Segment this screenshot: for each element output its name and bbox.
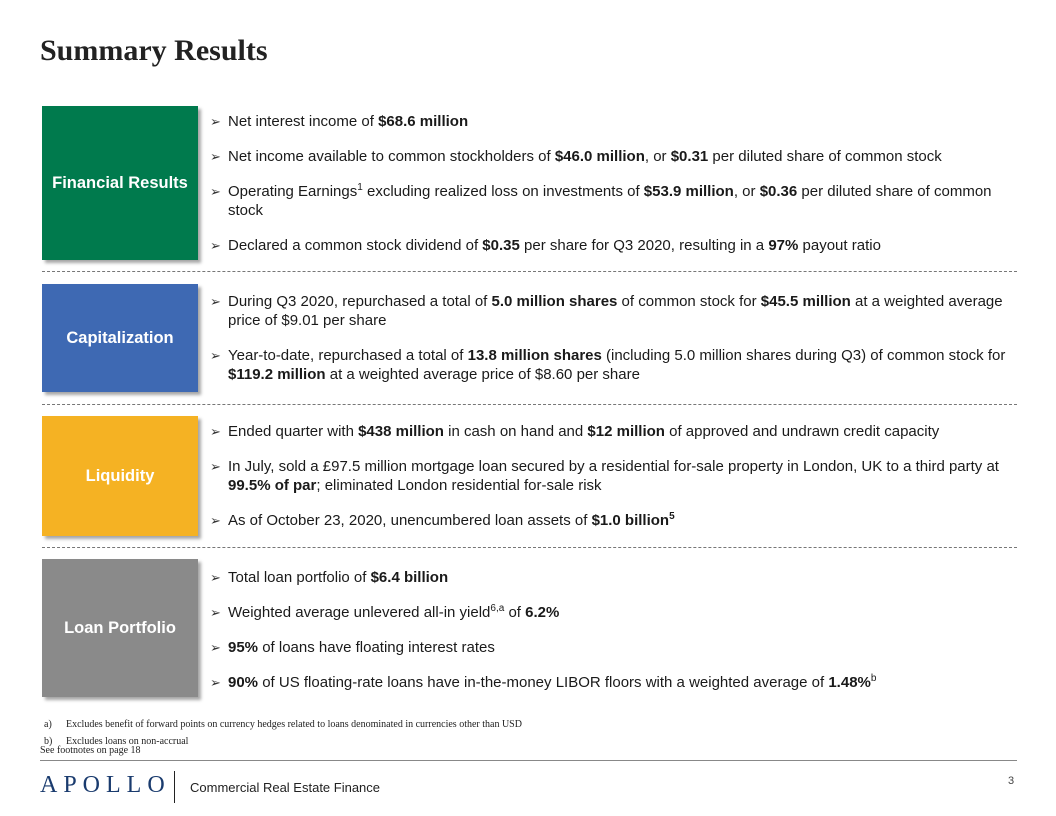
bullet-text: (including 5.0 million shares during Q3) of common stock for <box>601 347 1006 364</box>
section-capitalization <box>42 284 1022 394</box>
arrow-bullet-icon: ➢ <box>210 640 221 655</box>
bullet-text: Year-to-date, repurchased a total of <box>228 347 468 364</box>
section-label-box: Capitalization <box>42 284 198 392</box>
arrow-bullet-icon: ➢ <box>210 184 221 199</box>
bullet-text: 1.48% <box>828 674 871 691</box>
bullet-text: Net interest income of <box>228 113 379 130</box>
bullet-text: , or <box>644 148 671 165</box>
bullet-item <box>210 638 1020 657</box>
bullet-text: During Q3 2020, repurchased a total of <box>228 293 492 310</box>
bullet-text: of <box>504 604 526 621</box>
bullet-text: per diluted share of common stock <box>708 148 942 165</box>
bullet-text: 1 <box>357 182 363 193</box>
footnote-text: Excludes benefit of forward points on currency hedges related to loans denominated in currencies other than USD <box>66 719 522 730</box>
arrow-bullet-icon: ➢ <box>210 294 221 309</box>
bullet-item <box>210 568 1020 587</box>
bullet-text: $0.35 <box>482 237 520 254</box>
bullet-text: $12 million <box>587 423 665 440</box>
bullet-text: of approved and undrawn credit capacity <box>664 423 940 440</box>
section-label-box: Financial Results <box>42 106 198 260</box>
section-liquidity <box>42 416 1022 536</box>
bullet-text: of US floating-rate loans have in-the-money LIBOR floors with a weighted average of <box>258 674 829 691</box>
arrow-bullet-icon: ➢ <box>210 114 221 129</box>
bullet-item <box>210 511 1020 530</box>
bullet-text: Declared a common stock dividend of <box>228 237 483 254</box>
arrow-bullet-icon: ➢ <box>210 605 221 620</box>
section-label-box: Loan Portfolio <box>42 559 198 697</box>
bullet-text: of common stock for <box>617 293 761 310</box>
bullet-text: Total loan portfolio of <box>228 569 371 586</box>
footer-tagline: Commercial Real Estate Finance <box>190 780 381 795</box>
arrow-bullet-icon: ➢ <box>210 238 221 253</box>
bullet-text: ; eliminated London residential for-sale risk <box>316 477 602 494</box>
bullet-text: 6,a <box>490 603 505 614</box>
bullet-item <box>210 422 1020 441</box>
section-divider <box>42 404 1017 405</box>
footer-divider <box>40 760 1017 761</box>
footnote-letter: b) <box>44 736 53 747</box>
bullet-text: $438 million <box>358 423 444 440</box>
bullet-text: 6.2% <box>525 604 560 621</box>
bullet-text: 5 <box>669 511 675 522</box>
arrow-bullet-icon: ➢ <box>210 149 221 164</box>
bullet-text: $0.31 <box>670 148 709 165</box>
bullet-text: $46.0 million <box>554 148 645 165</box>
bullet-item <box>210 603 1020 622</box>
bullet-text: 97% <box>768 237 799 254</box>
bullet-text: 99.5% of par <box>228 477 317 494</box>
section-divider <box>42 547 1017 548</box>
footer-separator <box>174 771 175 803</box>
bullet-item <box>210 182 1020 220</box>
footnote <box>44 716 522 733</box>
bullet-item <box>210 147 1020 166</box>
footnote-letter: a) <box>44 719 52 730</box>
bullet-text: of loans have floating interest rates <box>258 639 495 656</box>
bullet-list <box>210 568 1020 692</box>
bullet-text: Operating Earnings <box>228 183 358 200</box>
see-footnotes-note: See footnotes on page 18 <box>40 745 141 756</box>
bullet-text: As of October 23, 2020, unencumbered loan assets of <box>228 512 592 529</box>
bullet-text: $68.6 million <box>378 113 469 130</box>
bullet-text: Weighted average unlevered all-in yield <box>228 604 491 621</box>
arrow-bullet-icon: ➢ <box>210 675 221 690</box>
bullet-text: at a weighted average price of $9.01 per share <box>228 293 1003 329</box>
bullet-text: $45.5 million <box>760 293 851 310</box>
bullet-text: 5.0 million shares <box>491 293 618 310</box>
bullet-text: payout ratio <box>798 237 881 254</box>
bullet-text: , or <box>733 183 760 200</box>
bullet-text: $0.36 <box>759 183 798 200</box>
bullet-text: 90% <box>228 674 259 691</box>
bullet-text: $53.9 million <box>643 183 734 200</box>
bullet-list <box>210 292 1020 384</box>
bullet-list <box>210 422 1020 530</box>
section-divider <box>42 271 1017 272</box>
bullet-text: at a weighted average price of $8.60 per share <box>325 366 640 383</box>
arrow-bullet-icon: ➢ <box>210 459 221 474</box>
bullet-text: in cash on hand and <box>443 423 588 440</box>
bullet-text: Net income available to common stockholders of <box>228 148 555 165</box>
bullet-item <box>210 236 1020 255</box>
bullet-item <box>210 457 1020 495</box>
section-loan-portfolio <box>42 559 1022 699</box>
page-number: 3 <box>1008 775 1015 787</box>
bullet-item <box>210 346 1020 384</box>
bullet-item <box>210 112 1020 131</box>
arrow-bullet-icon: ➢ <box>210 513 221 528</box>
bullet-item <box>210 673 1020 692</box>
bullet-item <box>210 292 1020 330</box>
bullet-text: $119.2 million <box>228 366 326 383</box>
bullet-text: Ended quarter with <box>228 423 359 440</box>
arrow-bullet-icon: ➢ <box>210 570 221 585</box>
bullet-list <box>210 112 1020 255</box>
bullet-text: 13.8 million shares <box>467 347 602 364</box>
bullet-text: per diluted share of common stock <box>228 183 992 219</box>
bullet-text: $6.4 billion <box>370 569 449 586</box>
bullet-text: In July, sold a £97.5 million mortgage loan secured by a residential for-sale property in London, UK to a third party at <box>228 458 999 475</box>
bullet-text: $1.0 billion <box>591 512 670 529</box>
bullet-text: b <box>870 673 877 684</box>
footnote-text: Excludes loans on non-accrual <box>66 736 189 747</box>
arrow-bullet-icon: ➢ <box>210 348 221 363</box>
arrow-bullet-icon: ➢ <box>210 424 221 439</box>
section-financial-results <box>42 106 1022 262</box>
section-label-box: Liquidity <box>42 416 198 536</box>
bullet-text: per share for Q3 2020, resulting in a <box>519 237 769 254</box>
apollo-logo: APOLLO <box>40 772 171 798</box>
bullet-text: excluding realized loss on investments of <box>362 183 644 200</box>
bullet-text: 95% <box>228 639 259 656</box>
page-title: Summary Results <box>40 34 268 67</box>
